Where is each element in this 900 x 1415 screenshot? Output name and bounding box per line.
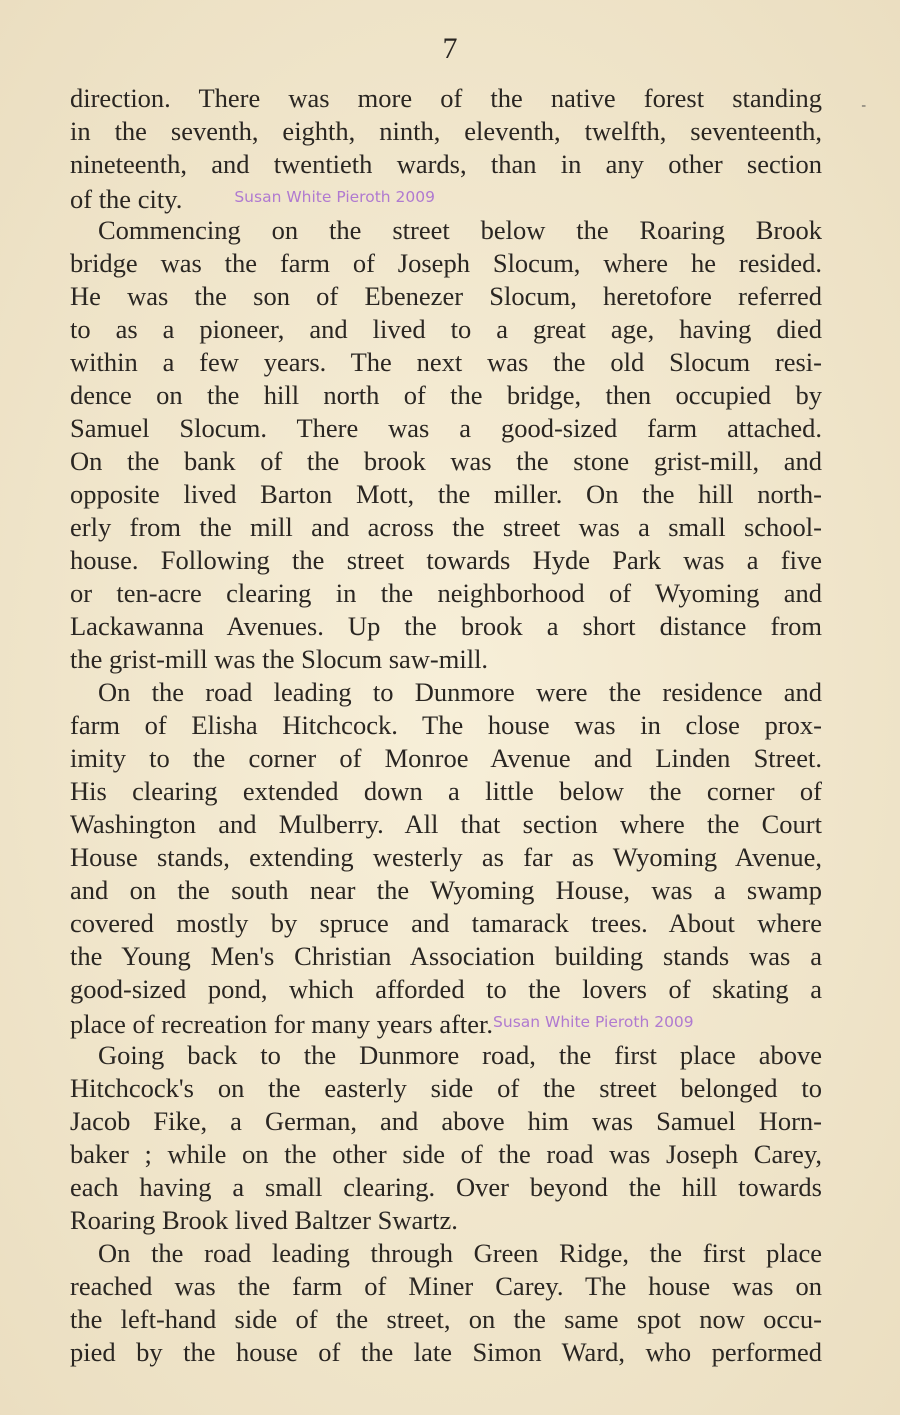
text-line bbox=[70, 214, 822, 247]
text-line-content: On the road leading through Green Ridge, the first place bbox=[98, 1238, 822, 1268]
text-line-content: Commencing on the street below the Roaring Brook bbox=[98, 215, 822, 245]
text-line-content: Hitchcock's on the easterly side of the street belonged to bbox=[70, 1073, 822, 1103]
margin-mark: - bbox=[861, 98, 866, 113]
text-line-content: farm of Elisha Hitchcock. The house was in close prox- bbox=[70, 710, 822, 740]
text-line bbox=[70, 1039, 822, 1072]
text-line-content: On the road leading to Dunmore were the residence and bbox=[98, 677, 822, 707]
body-text bbox=[70, 82, 822, 1369]
text-line bbox=[70, 775, 822, 808]
text-line-content: house. Following the street towards Hyde Park was a five bbox=[70, 545, 822, 575]
text-line bbox=[70, 676, 822, 709]
text-line-content: covered mostly by spruce and tamarack trees. About where bbox=[70, 908, 822, 938]
watermark-text: Susan White Pieroth 2009 bbox=[493, 1013, 694, 1031]
text-line bbox=[70, 1204, 822, 1237]
text-line-content: bridge was the farm of Joseph Slocum, where he resided. bbox=[70, 248, 822, 278]
text-line bbox=[70, 445, 822, 478]
text-line-content: Jacob Fike, a German, and above him was Samuel Horn- bbox=[70, 1106, 822, 1136]
text-line-content: dence on the hill north of the bridge, then occupied by bbox=[70, 380, 822, 410]
text-line-content: in the seventh, eighth, ninth, eleventh, twelfth, seventeenth, bbox=[70, 116, 822, 146]
text-line bbox=[70, 148, 822, 181]
text-line-content: pied by the house of the late Simon Ward, who performed bbox=[70, 1337, 822, 1367]
text-line-content: the left-hand side of the street, on the same spot now occu- bbox=[70, 1304, 822, 1334]
text-line bbox=[70, 247, 822, 280]
text-line bbox=[70, 544, 822, 577]
text-line bbox=[70, 907, 822, 940]
text-line-content: place of recreation for many years after. bbox=[70, 1009, 494, 1039]
text-line bbox=[70, 1138, 822, 1171]
text-line bbox=[70, 709, 822, 742]
text-line-content: opposite lived Barton Mott, the miller. On the hill north- bbox=[70, 479, 822, 509]
text-line-content: On the bank of the brook was the stone grist-mill, and bbox=[70, 446, 822, 476]
text-line-content: to as a pioneer, and lived to a great age, having died bbox=[70, 314, 822, 344]
text-line bbox=[70, 841, 822, 874]
text-line-content: House stands, extending westerly as far as Wyoming Avenue, bbox=[70, 842, 822, 872]
text-line bbox=[70, 1270, 822, 1303]
text-line-content: direction. There was more of the native forest standing bbox=[70, 83, 822, 113]
text-line bbox=[70, 643, 822, 676]
text-line bbox=[70, 874, 822, 907]
text-line-content: erly from the mill and across the street was a small school- bbox=[70, 512, 822, 542]
text-line-content: baker ; while on the other side of the road was Joseph Carey, bbox=[70, 1139, 822, 1169]
text-line bbox=[70, 940, 822, 973]
text-line-content: and on the south near the Wyoming House, was a swamp bbox=[70, 875, 822, 905]
text-line-content: within a few years. The next was the old Slocum resi- bbox=[70, 347, 822, 377]
text-line bbox=[70, 181, 822, 214]
text-line-content: He was the son of Ebenezer Slocum, heretofore referred bbox=[70, 281, 822, 311]
text-line bbox=[70, 82, 822, 115]
text-line bbox=[70, 346, 822, 379]
text-line bbox=[70, 808, 822, 841]
text-line bbox=[70, 412, 822, 445]
text-line bbox=[70, 379, 822, 412]
text-line-content: His clearing extended down a little below the corner of bbox=[70, 776, 822, 806]
text-line bbox=[70, 280, 822, 313]
text-line bbox=[70, 1303, 822, 1336]
text-line-content: the Young Men's Christian Association building stands was a bbox=[70, 941, 822, 971]
text-line bbox=[70, 973, 822, 1006]
text-line bbox=[70, 1336, 822, 1369]
text-line-content: Washington and Mulberry. All that section where the Court bbox=[70, 809, 822, 839]
text-line bbox=[70, 1072, 822, 1105]
text-line bbox=[70, 577, 822, 610]
text-line-content: nineteenth, and twentieth wards, than in any other section bbox=[70, 149, 822, 179]
text-line-content: each having a small clearing. Over beyond the hill towards bbox=[70, 1172, 822, 1202]
text-line-content: of the city. bbox=[70, 184, 183, 214]
watermark-text: Susan White Pieroth 2009 bbox=[234, 188, 435, 206]
text-line-content: Going back to the Dunmore road, the first place above bbox=[98, 1040, 822, 1070]
page-number: 7 bbox=[442, 32, 458, 65]
text-line bbox=[70, 1237, 822, 1270]
text-line-content: the grist-mill was the Slocum saw-mill. bbox=[70, 644, 489, 674]
text-line-content: good-sized pond, which afforded to the lovers of skating a bbox=[70, 974, 822, 1004]
text-line bbox=[70, 1105, 822, 1138]
text-line-content: imity to the corner of Monroe Avenue and Linden Street. bbox=[70, 743, 822, 773]
text-line bbox=[70, 742, 822, 775]
text-line bbox=[70, 115, 822, 148]
text-line bbox=[70, 1006, 822, 1039]
text-line bbox=[70, 478, 822, 511]
text-line bbox=[70, 511, 822, 544]
text-line-content: Lackawanna Avenues. Up the brook a short distance from bbox=[70, 611, 822, 641]
text-line-content: Samuel Slocum. There was a good-sized farm attached. bbox=[70, 413, 822, 443]
text-line bbox=[70, 1171, 822, 1204]
text-line-content: Roaring Brook lived Baltzer Swartz. bbox=[70, 1205, 458, 1235]
text-line-content: or ten-acre clearing in the neighborhood of Wyoming and bbox=[70, 578, 822, 608]
text-line-content: reached was the farm of Miner Carey. The house was on bbox=[70, 1271, 822, 1301]
text-line bbox=[70, 610, 822, 643]
text-line bbox=[70, 313, 822, 346]
